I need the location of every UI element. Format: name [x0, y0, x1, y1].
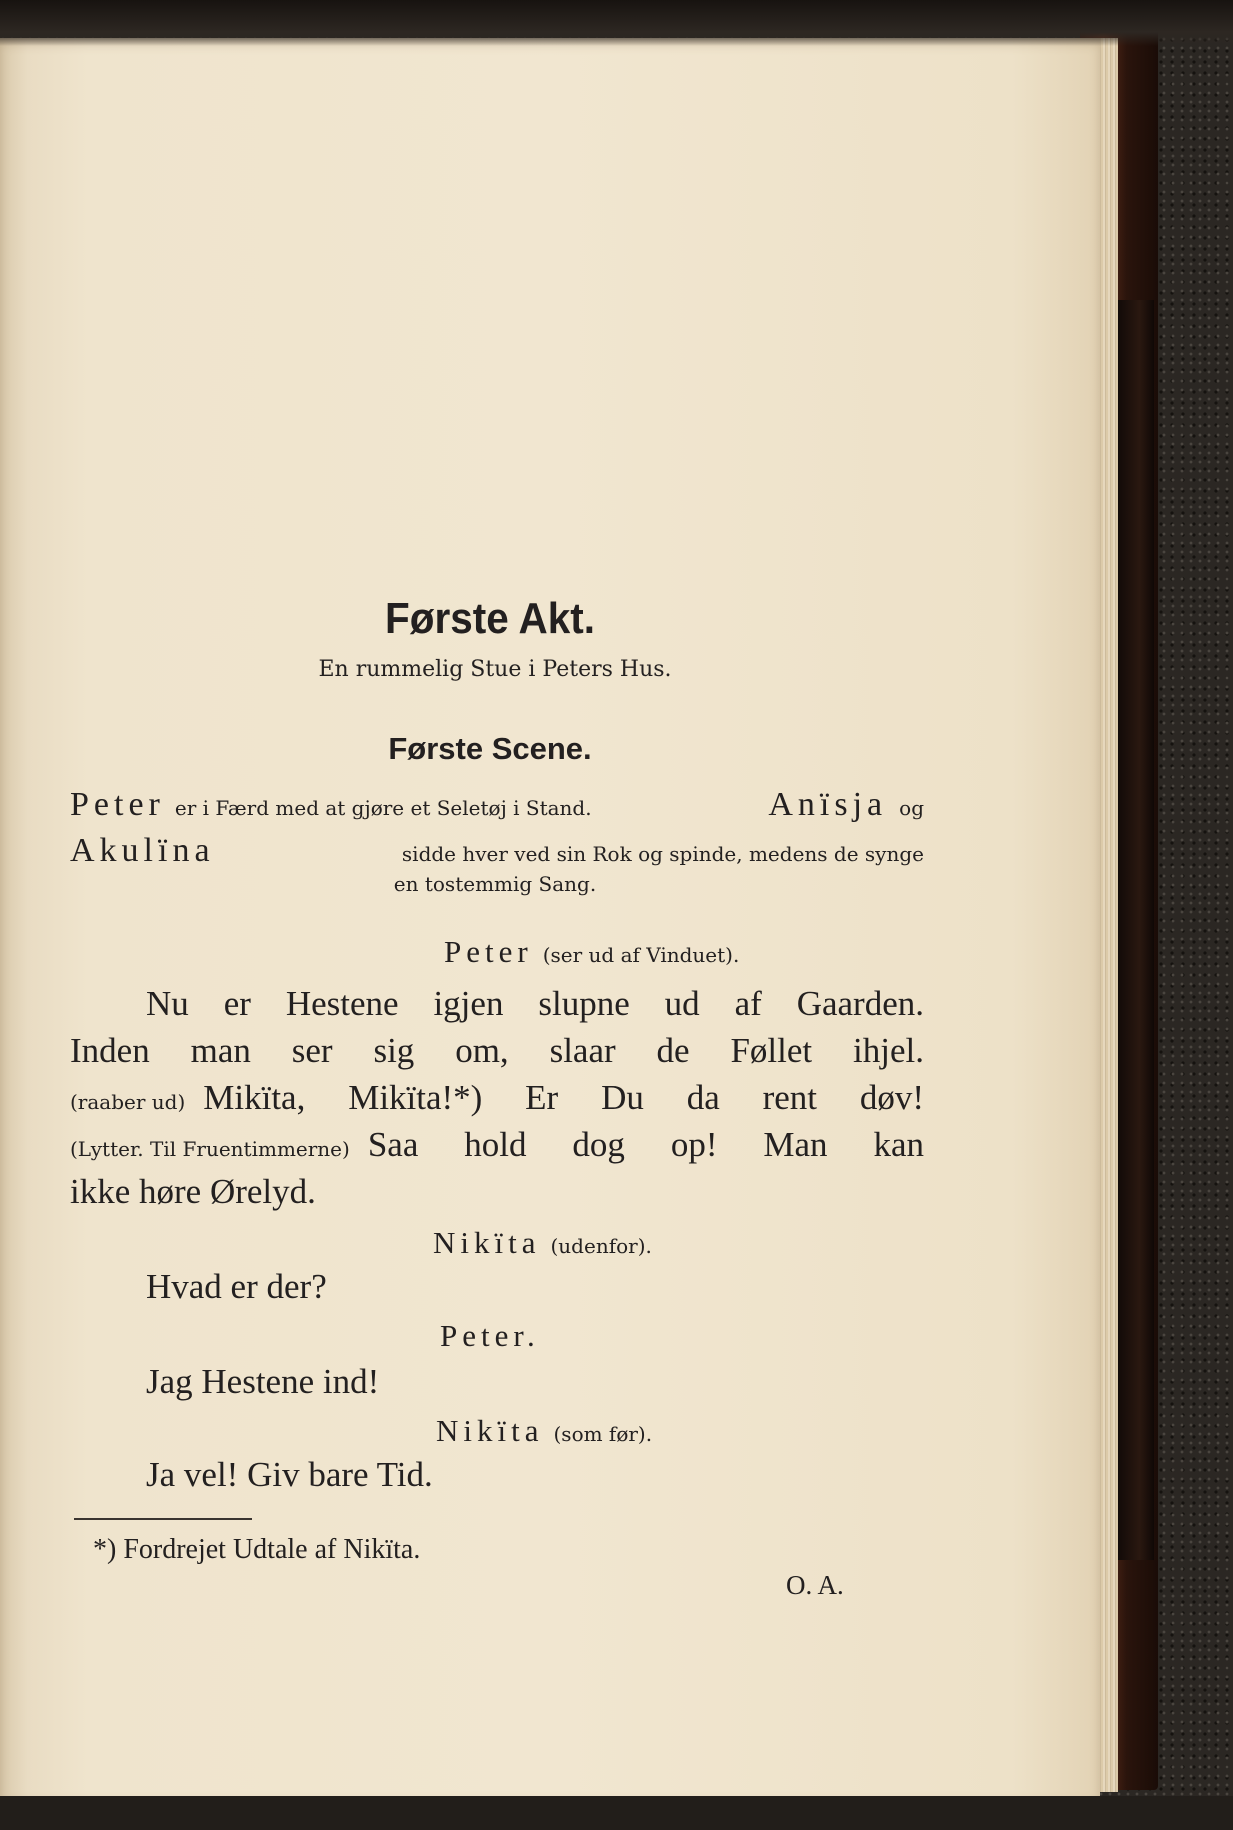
top-shadow: [0, 0, 1233, 46]
speaker-heading: [433, 1225, 652, 1261]
bottom-strip: [0, 1796, 1233, 1830]
translator-signature: O. A.: [786, 1570, 844, 1600]
stage-direction-line-1: [70, 786, 924, 824]
dialogue-text: Saa hold dog op! Man kan: [367, 1125, 924, 1164]
dialogue-text: Nu er Hestene igjen slupne ud af Gaarden.: [146, 984, 924, 1023]
stage-direction-text: og: [899, 796, 924, 820]
dialogue-line: [146, 984, 924, 1024]
setting-line: En rummelig Stue i Peters Hus.: [318, 657, 672, 682]
character-name: Akulïna: [70, 832, 215, 869]
stage-direction-text: sidde hver ved sin Rok og spinde, medens de synge: [401, 842, 924, 866]
speaker-direction: (udenfor).: [550, 1234, 652, 1258]
stage-direction-inline: (Lytter. Til Fruentimmerne): [70, 1137, 350, 1161]
dialogue-line: [70, 1078, 924, 1118]
dialogue-text: Jag Hestene ind!: [146, 1362, 380, 1401]
footnote-text: *) Fordrejet Udtale af Nikïta.: [93, 1534, 421, 1565]
dialogue-line: [70, 1031, 924, 1071]
dialogue-text: Mikïta, Mikïta!*) Er Du da rent døv!: [203, 1078, 924, 1117]
dialogue-text: ikke høre Ørelyd.: [70, 1172, 316, 1211]
stage-direction-text: er i Færd med at gjøre et Seletøj i Stand.: [174, 796, 592, 820]
dialogue-text: Hvad er der?: [146, 1267, 327, 1306]
speaker-heading: [444, 934, 739, 970]
book-page: [0, 38, 1100, 1796]
stage-direction-inline: (raaber ud): [70, 1090, 186, 1114]
act-title: Første Akt.: [385, 594, 595, 643]
character-name: Peter: [70, 786, 165, 823]
stage-direction-line-2: [70, 832, 924, 870]
speaker-heading: [436, 1413, 652, 1449]
speaker-direction: (ser ud af Vinduet).: [542, 943, 740, 967]
scene-title: Første Scene.: [388, 731, 592, 766]
speaker-name: Peter.: [440, 1318, 540, 1353]
character-name: Anïsja: [768, 786, 888, 823]
footnote-rule: [74, 1518, 252, 1520]
speaker-name: Nikïta: [436, 1413, 544, 1448]
dialogue-line: [70, 1125, 924, 1165]
dialogue-text: Inden man ser sig om, slaar de Føllet ihjel.: [70, 1031, 924, 1070]
book-spine-strip: [1118, 300, 1154, 1560]
stage-direction-line-3: en tostemmig Sang.: [393, 872, 597, 896]
speaker-name: Nikïta: [433, 1225, 541, 1260]
dialogue-text: Ja vel! Giv bare Tid.: [146, 1455, 433, 1494]
speaker-name: Peter: [444, 934, 533, 969]
speaker-direction: (som før).: [553, 1422, 653, 1446]
speaker-heading: [440, 1318, 540, 1354]
